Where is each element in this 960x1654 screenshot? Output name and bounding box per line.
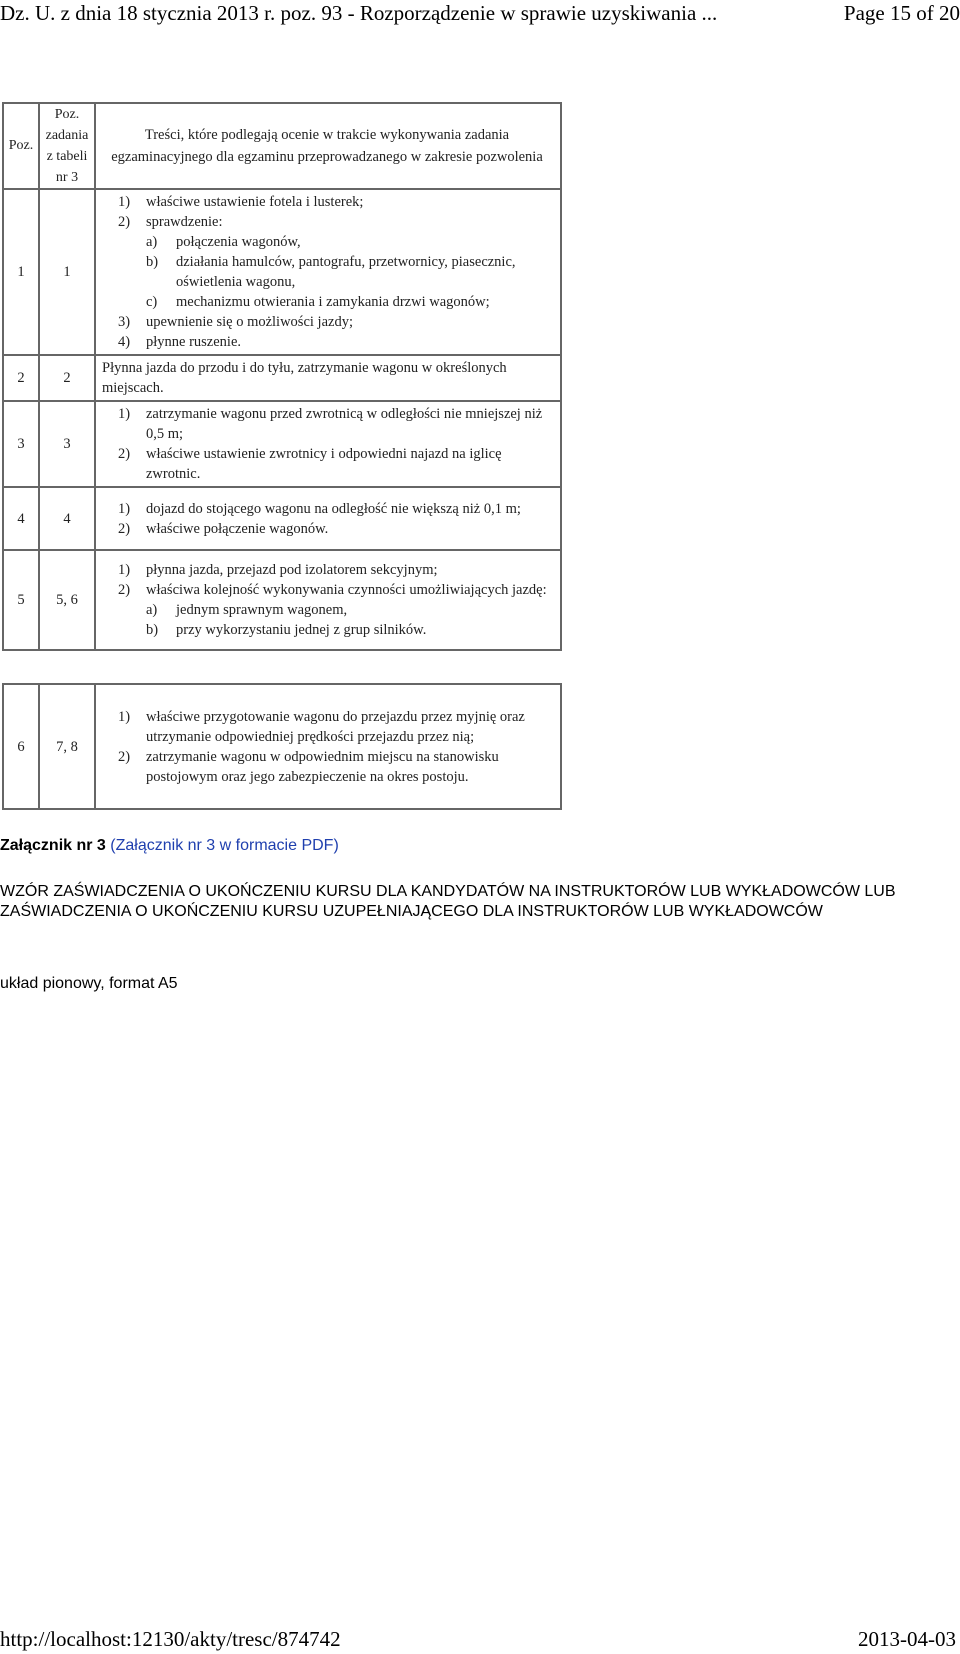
sub-item [146,292,554,312]
list-item [100,519,554,539]
item-marker: 3) [118,314,131,330]
sub-text: działania hamulców, pantografu, przetwornicy, piasecznic, oświetlenia wagonu, [176,254,516,290]
list-item [100,580,554,640]
criteria-list [100,404,554,484]
sub-marker: b) [146,254,159,270]
item-marker: 4) [118,334,131,350]
annex-label: Załącznik nr 3 [0,837,106,854]
header-zadanie-line: Poz. [54,107,80,122]
item-text: zatrzymanie wagonu przed zwrotnicą w odległości nie mniejszej niż 0,5 m; [146,406,543,442]
item-marker: 2) [118,748,131,765]
page-header [0,0,960,30]
criteria-list [100,499,554,539]
item-marker: 1) [118,500,131,517]
source-url: http://localhost:12130/akty/tresc/874742 [0,1627,341,1651]
row-poz: 6 [3,684,39,809]
row-zadanie: 7, 8 [39,684,95,809]
item-text: właściwe ustawienie fotela i lusterek; [146,194,364,210]
exam-criteria-table-continued-body [3,684,561,809]
item-text: upewnienie się o możliwości jazdy; [146,314,353,330]
sub-marker: c) [146,294,158,310]
list-item [100,212,554,312]
annex-line [0,836,339,856]
row-tresc [95,355,561,401]
sub-item [146,620,554,640]
annex-pdf-link[interactable]: (Załącznik nr 3 w formacie PDF) [110,837,339,854]
table-row [3,550,561,650]
header-zadanie-line: z tabeli [46,149,88,164]
item-text: sprawdzenie: [146,214,223,230]
table-row [3,684,561,809]
row-text: Płynna jazda do przodu i do tyłu, zatrzymanie wagonu w określonych miejscach. [102,360,507,396]
layout-note: układ pionowy, format A5 [0,975,178,992]
document-title: Dz. U. z dnia 18 stycznia 2013 r. poz. 93 - Rozporządzenie w sprawie uzyskiwania ... [0,1,718,25]
row-poz: 5 [3,550,39,650]
list-item [100,444,554,484]
item-marker: 1) [118,708,131,725]
sub-text: przy wykorzystaniu jednej z grup silników. [176,622,427,638]
row-tresc [95,487,561,550]
criteria-list [100,707,554,787]
exam-criteria-table-continued [2,683,562,810]
item-marker: 2) [118,446,131,462]
criteria-list [100,560,554,640]
item-marker: 2) [118,214,131,230]
list-item [100,332,554,352]
print-date: 2013-04-03 [858,1627,956,1651]
item-text: płynna jazda, przejazd pod izolatorem sekcyjnym; [146,562,438,578]
row-poz: 2 [3,355,39,401]
page-footer [0,1626,960,1654]
item-text: dojazd do stojącego wagonu na odległość nie większą niż 0,1 m; [146,500,521,517]
list-item [100,560,554,580]
row-zadanie: 5, 6 [39,550,95,650]
row-tresc [95,550,561,650]
exam-criteria-table [2,102,562,651]
criteria-list [100,192,554,352]
header-zadanie-line: nr 3 [55,170,79,185]
row-zadanie: 3 [39,401,95,487]
sub-item [146,600,554,620]
item-text: właściwa kolejność wykonywania czynności umożliwiających jazdę: [146,582,547,598]
table-row [3,401,561,487]
page-number: Page 15 of 20 [843,1,960,25]
item-marker: 1) [118,406,131,422]
item-text: właściwe ustawienie zwrotnicy i odpowiedni najazd na iglicę zwrotnic. [146,446,502,482]
table-row [3,355,561,401]
row-tresc [95,189,561,355]
row-poz: 1 [3,189,39,355]
row-tresc [95,401,561,487]
item-marker: 1) [118,562,131,578]
item-text: właściwe przygotowanie wagonu do przejazdu przez myjnię oraz utrzymanie odpowiedniej prędkości przejazdu przez nią; [146,708,525,745]
sub-text: mechanizmu otwierania i zamykania drzwi wagonów; [176,294,490,310]
list-item [100,707,554,747]
sub-text: jednym sprawnym wagonem, [176,602,348,618]
sub-marker: a) [146,602,158,618]
item-marker: 2) [118,520,131,537]
table-header-row [3,103,561,189]
list-item [100,192,554,212]
item-marker: 2) [118,582,131,598]
sub-marker: b) [146,622,159,638]
list-item [100,499,554,519]
row-poz: 3 [3,401,39,487]
row-zadanie: 1 [39,189,95,355]
table-row [3,189,561,355]
certificate-heading: WZÓR ZAŚWIADCZENIA O UKOŃCZENIU KURSU DLA KANDYDATÓW NA INSTRUKTORÓW LUB WYKŁADOWCÓW LUB ZAŚWIADCZENIA O UKOŃCZENIU KURSU UZUPEŁNIAJĄCEGO DLA INSTRUKTORÓW LUB WYKŁADOWCÓW [0,883,896,920]
row-tresc [95,684,561,809]
list-item [100,404,554,444]
header-poz: Poz. [3,103,39,189]
header-zadanie [39,103,95,189]
sub-item [146,252,554,292]
item-text: właściwe połączenie wagonów. [146,520,329,537]
sub-list [146,232,554,312]
list-item [100,747,554,787]
item-marker: 1) [118,194,131,210]
sub-list [146,600,554,640]
row-zadanie: 4 [39,487,95,550]
header-tresc: Treści, które podlegają ocenie w trakcie wykonywania zadania egzaminacyjnego dla egzaminu przeprowadzanego w zakresie pozwolenia [95,103,561,189]
table-row [3,487,561,550]
exam-criteria-table-body [3,103,561,650]
sub-marker: a) [146,234,158,250]
item-text: płynne ruszenie. [146,334,242,350]
item-text: zatrzymanie wagonu w odpowiednim miejscu na stanowisku postojowym oraz jego zabezpieczenie na okres postoju. [146,748,499,785]
list-item [100,312,554,332]
row-poz: 4 [3,487,39,550]
header-zadanie-line: zadania [45,128,89,143]
sub-text: połączenia wagonów, [176,234,301,250]
sub-item [146,232,554,252]
row-zadanie: 2 [39,355,95,401]
